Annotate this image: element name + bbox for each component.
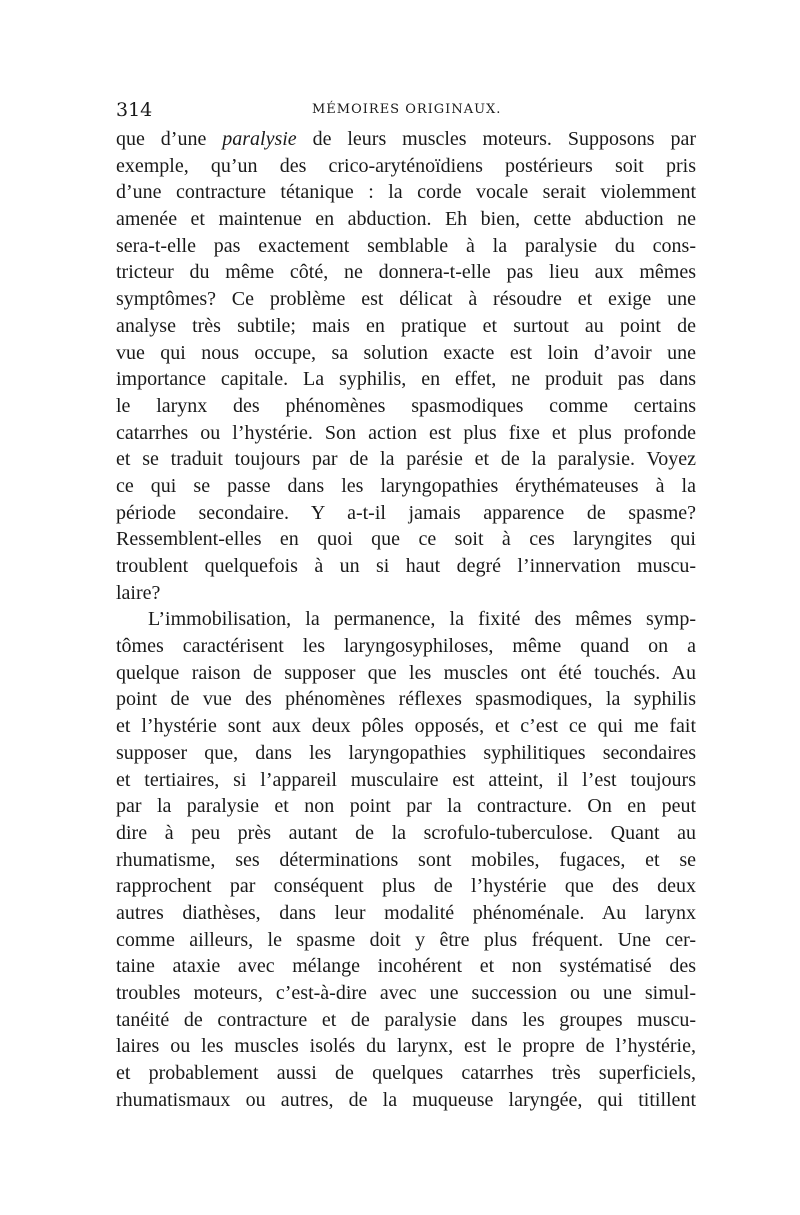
text-line: et probablement aussi de quelques catarrhes très superficiels,: [116, 1062, 696, 1085]
text-line: période secondaire. Y a-t-il jamais apparence de spasme?: [116, 501, 696, 524]
running-title: MÉMOIRES ORIGINAUX.: [312, 102, 502, 117]
page-number: 314: [116, 99, 153, 121]
text-line: sera-t-elle pas exactement semblable à la paralysie du cons-: [116, 234, 696, 257]
text-line: tricteur du même côté, ne donnera-t-elle pas lieu aux mêmes: [116, 261, 696, 284]
text-line: supposer que, dans les laryngopathies syphilitiques secondaires: [116, 741, 696, 764]
text-line: troubles moteurs, c’est-à-dire avec une succession ou une simul-: [116, 982, 696, 1004]
text-line: par la paralysie et non point par la contracture. On en peut: [116, 795, 696, 818]
text-line: exemple, qu’un des crico-aryténoïdiens postérieurs soit pris: [116, 154, 696, 177]
text-line: laire?: [116, 581, 161, 604]
text-line: taine ataxie avec mélange incohérent et non systématisé des: [116, 955, 696, 978]
text-line: et se traduit toujours par de la parésie et de la paralysie. Voyez: [116, 448, 696, 471]
paragraph-start-line: L’immobilisation, la permanence, la fixité des mêmes symp-: [148, 608, 696, 631]
text-line: dire à peu près autant de la scrofulo-tuberculose. Quant au: [116, 821, 696, 844]
text-line: comme ailleurs, le spasme doit y être plus fréquent. Une cer-: [116, 928, 696, 951]
text-line: vue qui nous occupe, sa solution exacte est loin d’avoir une: [116, 341, 696, 364]
text-line: rhumatisme, ses déterminations sont mobiles, fugaces, et se: [116, 848, 696, 871]
text-line: tanéité de contracture et de paralysie dans les groupes muscu-: [116, 1008, 696, 1031]
text-line: rapprochent par conséquent plus de l’hystérie que des deux: [116, 875, 696, 898]
text-line: symptômes? Ce problème est délicat à résoudre et exige une: [116, 288, 696, 311]
text-line: amenée et maintenue en abduction. Eh bien, cette abduction ne: [116, 208, 696, 231]
text-line: importance capitale. La syphilis, en effet, ne produit pas dans: [116, 368, 696, 391]
text-line: et tertiaires, si l’appareil musculaire est atteint, il l’est toujours: [116, 768, 696, 791]
running-header: [116, 95, 696, 125]
text-line: tômes caractérisent les laryngosyphiloses, même quand on a: [116, 635, 696, 658]
text-line: que d’une paralysie de leurs muscles moteurs. Supposons par: [116, 128, 696, 150]
text-line: analyse très subtile; mais en pratique et surtout au point de: [116, 314, 696, 337]
text-line: le larynx des phénomènes spasmodiques comme certains: [116, 394, 696, 417]
text-line: troublent quelquefois à un si haut degré l’innervation muscu-: [116, 555, 696, 577]
text-line: ce qui se passe dans les laryngopathies érythémateuses à la: [116, 474, 696, 497]
body-text: [116, 126, 696, 1113]
text-line: quelque raison de supposer que les muscles ont été touchés. Au: [116, 661, 696, 684]
text-line: autres diathèses, dans leur modalité phénoménale. Au larynx: [116, 901, 696, 924]
text-line: laires ou les muscles isolés du larynx, est le propre de l’hystérie,: [116, 1035, 696, 1058]
text-line: Ressemblent-elles en quoi que ce soit à ces laryngites qui: [116, 528, 696, 551]
text-line: et l’hystérie sont aux deux pôles opposés, et c’est ce qui me fait: [116, 715, 696, 738]
emphasis-paralysie: paralysie: [222, 128, 297, 150]
text-line: point de vue des phénomènes réflexes spasmodiques, la syphilis: [116, 688, 696, 711]
text-line: d’une contracture tétanique : la corde vocale serait violemment: [116, 181, 696, 204]
text-line: rhumatismaux ou autres, de la muqueuse laryngée, qui titillent: [116, 1088, 696, 1111]
text-line: catarrhes ou l’hystérie. Son action est plus fixe et plus profonde: [116, 421, 696, 444]
